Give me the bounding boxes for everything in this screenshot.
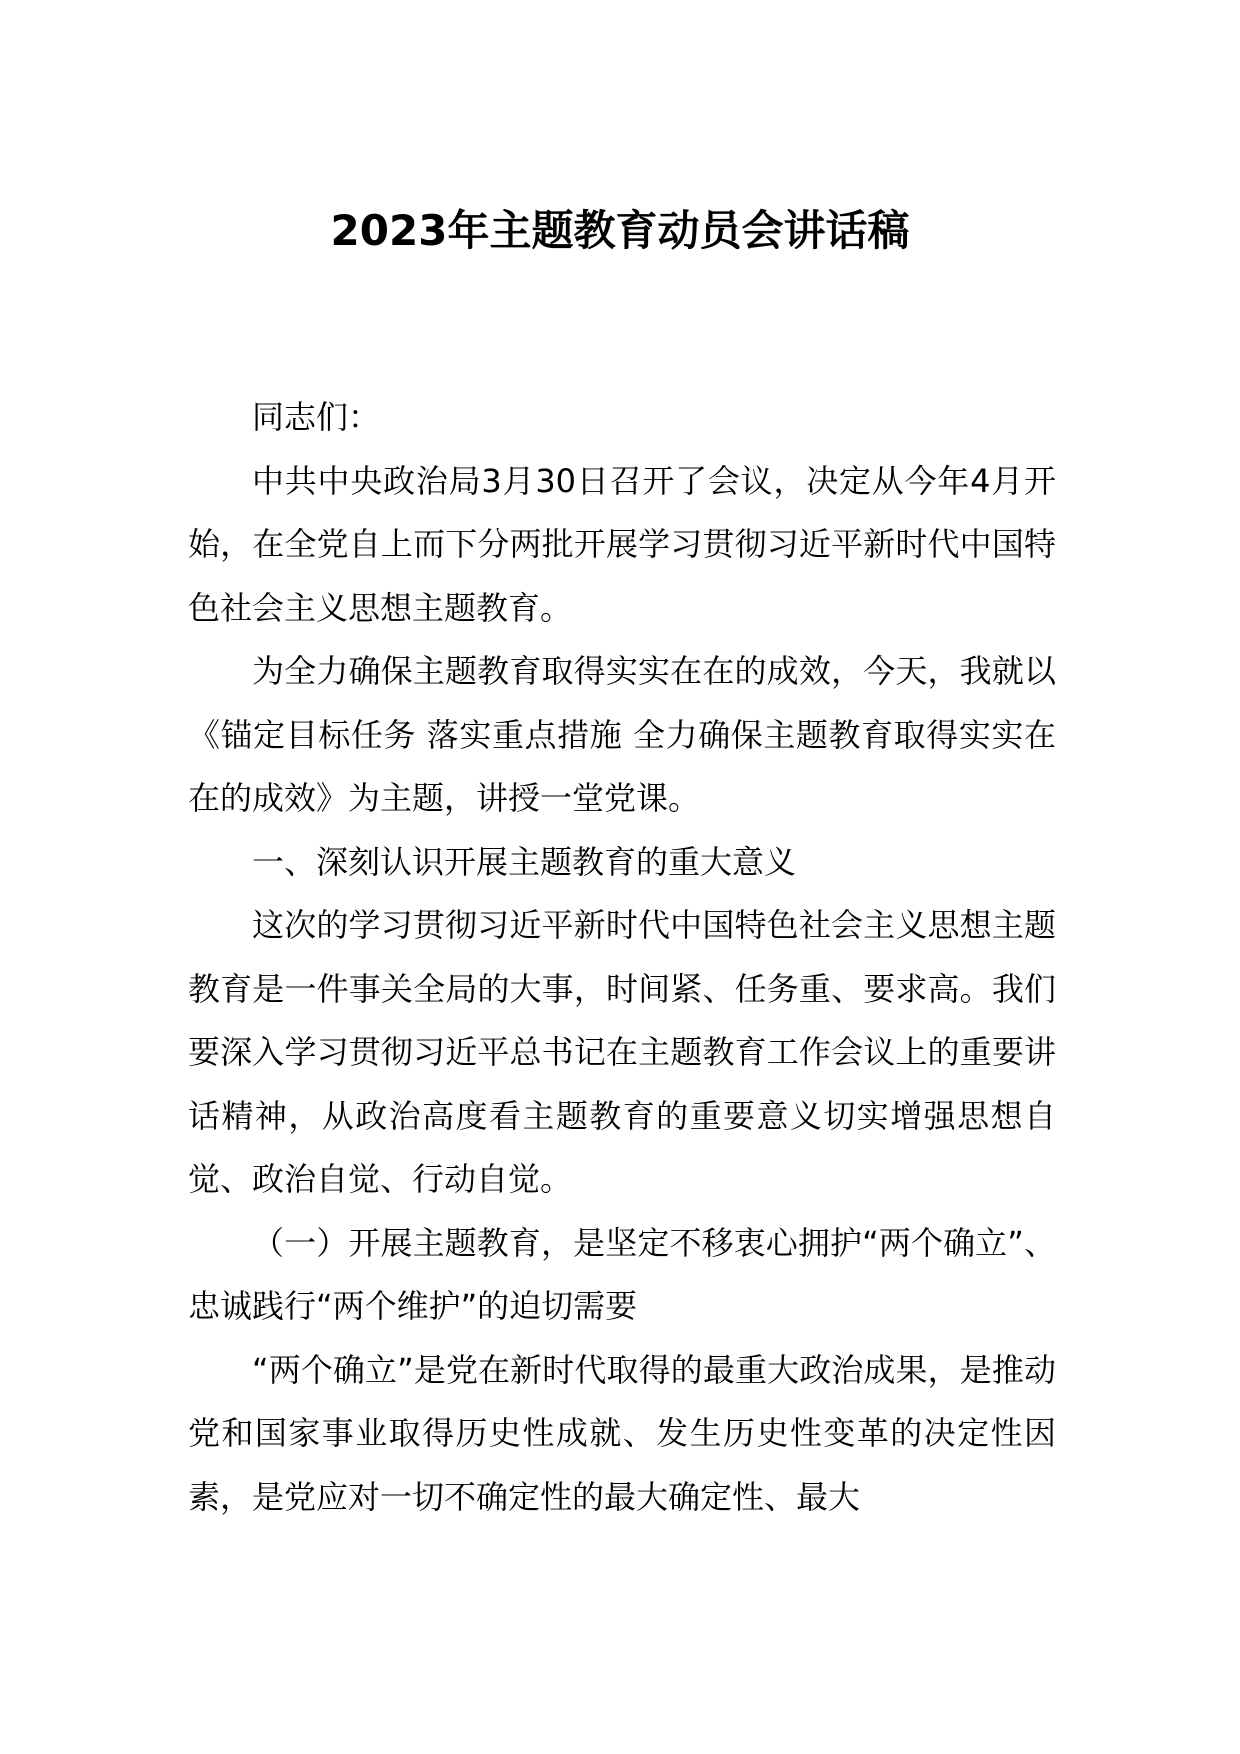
document-title: 2023年主题教育动员会讲话稿 <box>330 206 910 255</box>
section-heading-1: 一、深刻认识开展主题教育的重大意义 <box>252 842 797 881</box>
paragraph-purpose: 为全力确保主题教育取得实实在在的成效，今天，我就以《锚定目标任务 落实重点措施 全力确保主题教育取得实实在在的成效》为主题，讲授一堂党课。 <box>188 652 1056 817</box>
paragraph-intro: 中共中央政治局3月30日召开了会议，决定从今年4月开始，在全党自上而下分两批开展学习贯彻习近平新时代中国特色社会主义思想主题教育。 <box>188 461 1056 627</box>
paragraph-two-establishments: “两个确立”是党在新时代取得的最重大政治成果，是推动党和国家事业取得历史性成就、发生历史性变革的决定性因素，是党应对一切不确定性的最大确定性、最大 <box>188 1350 1056 1516</box>
subsection-heading-1: （一）开展主题教育，是坚定不移衷心拥护“两个确立”、忠诚践行“两个维护”的迫切需要 <box>188 1223 1056 1325</box>
salutation: 同志们： <box>252 398 381 436</box>
paragraph-significance: 这次的学习贯彻习近平新时代中国特色社会主义思想主题教育是一件事关全局的大事，时间紧、任务重、要求高。我们要深入学习贯彻习近平总书记在主题教育工作会议上的重要讲话精神，从政治高度看主题教育的重要意义切实增强思想自觉、政治自觉、行动自觉。 <box>188 906 1056 1198</box>
document-body <box>188 386 1056 1529</box>
